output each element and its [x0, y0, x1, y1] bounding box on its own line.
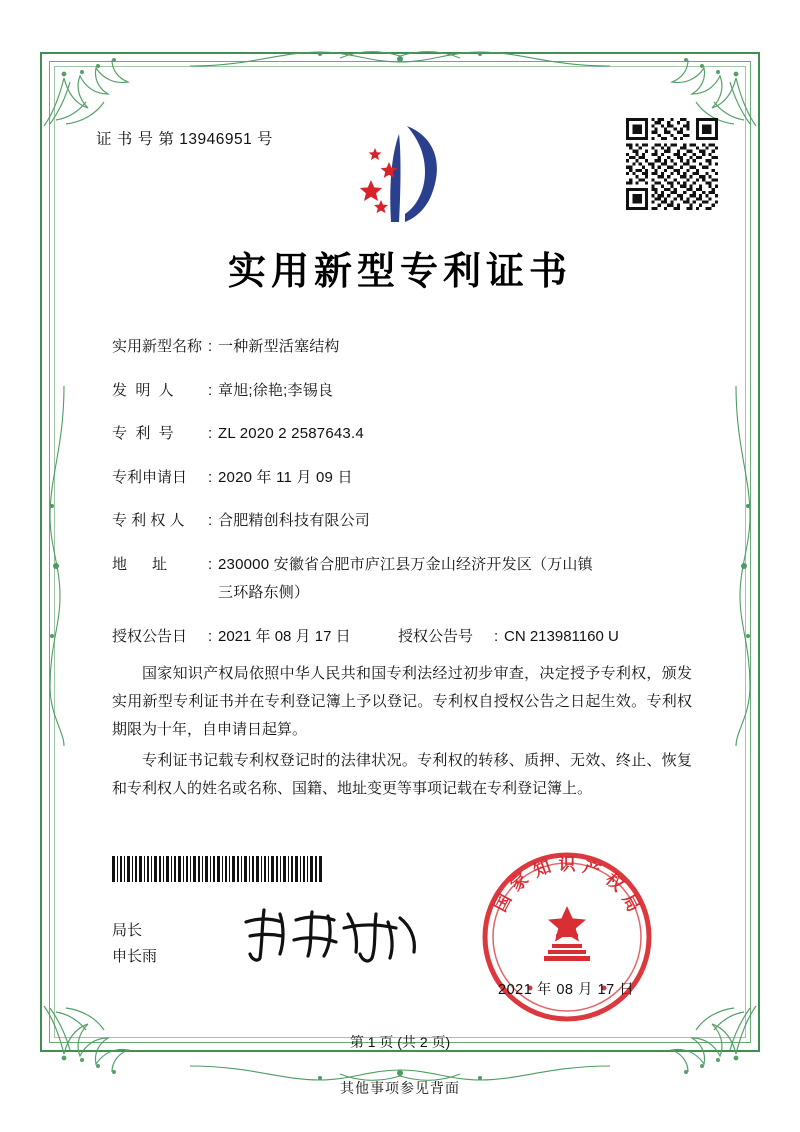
field-row	[112, 467, 702, 490]
director-title: 局长	[112, 922, 143, 939]
svg-text:权: 权	[601, 869, 628, 896]
field-value: 2020 年 11 月 09 日	[218, 468, 353, 486]
qr-code-icon	[626, 118, 718, 210]
field-value-line2: 三环路东侧）	[218, 584, 310, 601]
field-row	[112, 423, 702, 446]
official-red-seal-icon	[478, 848, 656, 1026]
field-colon: :	[494, 627, 499, 645]
certificate-fields	[112, 336, 702, 658]
field-value-line1: 230000 安徽省合肥市庐江县万金山经济开发区（万山镇	[218, 555, 593, 573]
grant-no-label: 授权公告号	[398, 627, 474, 645]
grant-date-label: 授权公告日	[112, 627, 188, 645]
field-value: 章旭;徐艳;李锡良	[218, 381, 334, 399]
legal-body-text	[112, 660, 692, 807]
legal-paragraph: 专利证书记载专利权登记时的法律状况。专利权的转移、质押、无效、终止、恢复和专利权人的姓名或名称、国籍、地址变更等事项记载在专利登记簿上。	[112, 752, 692, 797]
field-label: 实用新型名称	[112, 338, 203, 355]
field-row	[112, 554, 702, 605]
legal-paragraph: 国家知识产权局依照中华人民共和国专利法经过初步审查，决定授予专利权，颁发实用新型专利证书并在专利登记簿上予以登记。专利权自授权公告之日起生效。专利权期限为十年，自申请日起算。	[112, 665, 692, 738]
field-colon: :	[208, 555, 213, 573]
left-ornament-icon	[44, 386, 70, 746]
field-row	[112, 510, 702, 533]
field-value: ZL 2020 2 2587643.4	[218, 425, 364, 442]
field-label: 地 址	[112, 555, 168, 573]
svg-text:识: 识	[558, 855, 576, 875]
grant-row	[112, 626, 702, 649]
field-colon: :	[208, 627, 213, 645]
field-row	[112, 336, 702, 359]
svg-text:知: 知	[530, 857, 554, 882]
director-name: 申长雨	[112, 947, 158, 965]
field-value: 一种新型活塞结构	[218, 338, 340, 355]
svg-text:国: 国	[490, 890, 517, 916]
footnote: 其他事项参见背面	[340, 1080, 460, 1096]
field-label: 专利申请日	[112, 468, 188, 486]
field-label: 专 利 号	[112, 425, 174, 442]
grant-date-value: 2021 年 08 月 17 日	[218, 627, 351, 645]
field-colon: :	[208, 425, 213, 442]
page-title: 实用新型专利证书	[227, 248, 572, 293]
cnipa-logo-icon	[355, 118, 455, 226]
field-colon: :	[208, 512, 213, 529]
field-label: 发 明 人	[112, 381, 174, 399]
grant-no-value: CN 213981160 U	[504, 627, 619, 645]
top-ornament-icon	[190, 46, 610, 72]
certificate-number: 证 书 号 第 13946951 号	[96, 131, 273, 148]
field-value: 合肥精创科技有限公司	[218, 512, 371, 529]
director-signature-icon	[236, 900, 426, 966]
right-ornament-icon	[730, 386, 756, 746]
field-value	[218, 554, 702, 605]
field-label: 专 利 权 人	[112, 512, 185, 529]
corner-ornament-icon	[638, 54, 758, 128]
corner-ornament-icon	[42, 54, 162, 128]
seal-date: 2021 年 08 月 17 日	[498, 982, 635, 998]
page-number: 第 1 页 (共 2 页)	[349, 1034, 451, 1050]
svg-text:产: 产	[580, 857, 604, 882]
field-colon: :	[208, 338, 213, 355]
director-block	[112, 918, 157, 969]
field-colon: :	[208, 381, 213, 399]
barcode-icon	[112, 856, 322, 882]
field-colon: :	[208, 468, 213, 486]
field-row	[112, 380, 702, 403]
svg-text:家: 家	[506, 869, 533, 896]
svg-text:局: 局	[617, 890, 644, 916]
